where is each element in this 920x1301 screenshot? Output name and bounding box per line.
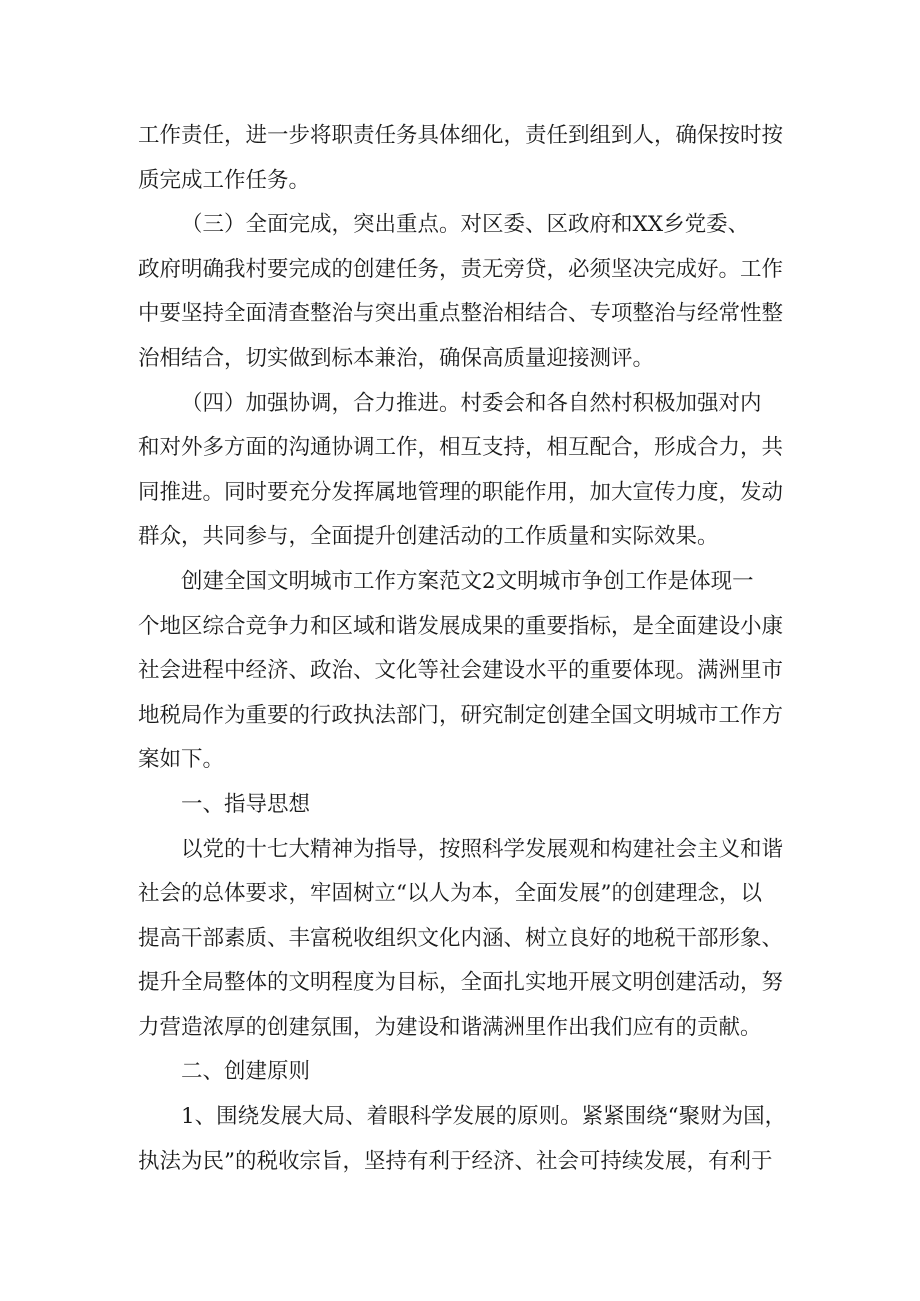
heading-guiding-ideology: 一、指导思想: [181, 791, 311, 817]
paragraph-guiding-ideology: 以党的十七大精神为指导，按照科学发展观和构建社会主义和谐 社会的总体要求，牢固树立“以人为本，全面发展”的创建理念，以 提高干部素质、丰富税收组织文化内涵、树立良好的地税干部形象、 提升全局整体的文明程度为目标，全面扎实地开展文明创建活动，努 力营造浓厚的创建氛围，为建设和谐满洲里作出我们应有的贡献。: [138, 836, 784, 1040]
paragraph-principle-one: 1、围绕发展大局、着眼科学发展的原则。紧紧围绕“聚财为国， 执法为民”的税收宗旨，坚持有利于经济、社会可持续发展，有利于: [138, 1104, 787, 1174]
paragraph-work-responsibility: 工作责任，进一步将职责任务具体细化，责任到组到人，确保按时按 质完成工作任务。: [138, 123, 784, 193]
heading-creation-principles: 二、创建原则: [181, 1059, 311, 1085]
paragraph-sample-two-intro: 创建全国文明城市工作方案范文2文明城市争创工作是体现一 个地区综合竞争力和区域和谐发展成果的重要指标，是全面建设小康 社会进程中经济、政治、文化等社会建设水平的重要体现。满洲里市 地税局作为重要的行政执法部门，研究制定创建全国文明城市工作方 案如下。: [138, 568, 784, 773]
document-body: [138, 114, 788, 1184]
paragraph-section-four: （四）加强协调，合力推进。村委会和各自然村积极加强对内 和对外多方面的沟通协调工作，相互支持，相互配合，形成合力，共 同推进。同时要充分发挥属地管理的职能作用，加大宣传力度，发动 群众，共同参与，全面提升创建活动的工作质量和实际效果。: [138, 390, 784, 550]
paragraph-section-three: （三）全面完成，突出重点。对区委、区政府和XX乡党委、 政府明确我村要完成的创建任务，责无旁贷，必须坚决完成好。工作 中要坚持全面清查整治与突出重点整治相结合、专项整治与经常性整 治相结合，切实做到标本兼治，确保高质量迎接测评。: [138, 212, 784, 371]
